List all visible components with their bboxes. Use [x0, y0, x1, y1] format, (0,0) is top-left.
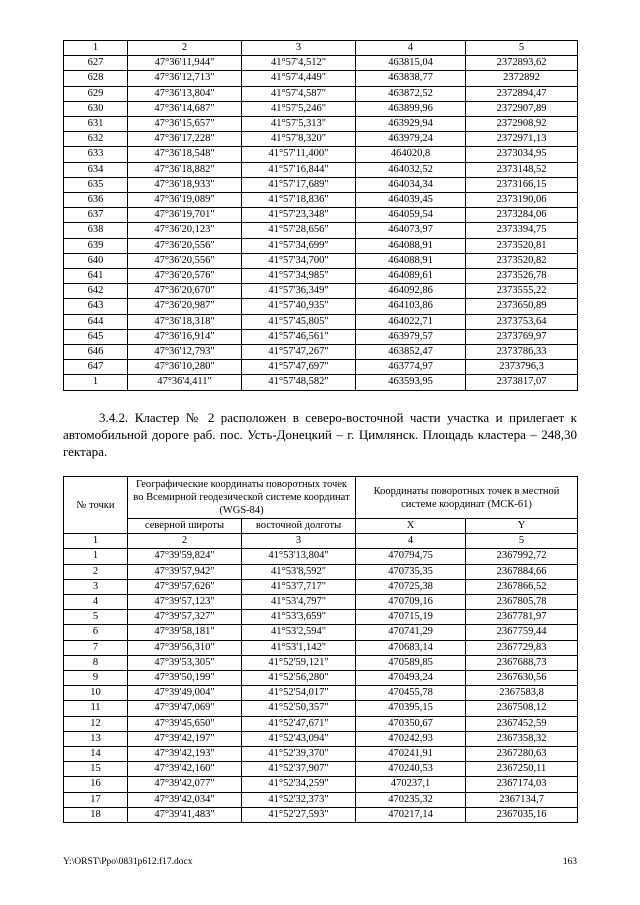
table-cell: 2373148,52 [466, 162, 578, 177]
table-cell: 41°57'4,512" [242, 56, 356, 71]
table-row [64, 117, 578, 132]
table-row [64, 147, 578, 162]
table-row [64, 595, 578, 610]
table-cell: 41°52'32,373" [242, 792, 356, 807]
table-cell: 3 [242, 534, 356, 549]
table-row [64, 284, 578, 299]
table-cell: 470715,19 [356, 610, 466, 625]
table-cell: 463852,47 [356, 345, 466, 360]
table-cell: 47°39'56,310" [128, 640, 242, 655]
table-cell: 631 [64, 117, 128, 132]
table-row [64, 610, 578, 625]
table-cell: 640 [64, 253, 128, 268]
table-cell: 635 [64, 177, 128, 192]
table-cell: 47°39'49,004" [128, 686, 242, 701]
table-cell: 47°36'20,556" [128, 253, 242, 268]
subheader-y: Y [466, 519, 578, 534]
table-cell: 9 [64, 671, 128, 686]
table-row [64, 375, 578, 390]
table-cell: 2373555,22 [466, 284, 578, 299]
table-cell: 2373817,07 [466, 375, 578, 390]
table-cell: 41°52'34,259" [242, 777, 356, 792]
table-cell: 41°53'2,594" [242, 625, 356, 640]
table-cell: 5 [466, 41, 578, 56]
table-cell: 41°52'54,017" [242, 686, 356, 701]
table-cell: 41°57'28,656" [242, 223, 356, 238]
table-row [64, 132, 578, 147]
table-cell: 639 [64, 238, 128, 253]
table2-subheader-row [64, 519, 578, 534]
table-cell: 470217,14 [356, 807, 466, 822]
table-cell: 2373796,3 [466, 360, 578, 375]
table-cell: 470794,75 [356, 549, 466, 564]
table-cell: 464092,86 [356, 284, 466, 299]
subheader-latitude: северной широты [128, 519, 242, 534]
table-row [64, 193, 578, 208]
table-row [64, 655, 578, 670]
table-cell: 647 [64, 360, 128, 375]
table-cell: 1 [64, 41, 128, 56]
table-cell: 2367805,78 [466, 595, 578, 610]
footer-page-number: 163 [562, 857, 577, 867]
table-cell: 47°39'41,483" [128, 807, 242, 822]
table-row [64, 716, 578, 731]
table-cell: 1 [64, 549, 128, 564]
coordinates-table-cluster1 [63, 40, 578, 391]
table-row [64, 86, 578, 101]
table-cell: 4 [356, 41, 466, 56]
table-cell: 41°52'47,671" [242, 716, 356, 731]
table-row [64, 56, 578, 71]
table-cell: 47°36'12,713" [128, 71, 242, 86]
table-cell: 470589,85 [356, 655, 466, 670]
table-cell: 470237,1 [356, 777, 466, 792]
table-cell: 47°36'20,123" [128, 223, 242, 238]
table-cell: 41°52'39,370" [242, 747, 356, 762]
table-cell: 2367508,12 [466, 701, 578, 716]
table-cell: 1 [64, 534, 128, 549]
table-cell: 2373284,06 [466, 208, 578, 223]
subheader-x: X [356, 519, 466, 534]
table-cell: 47°36'20,556" [128, 238, 242, 253]
coordinates-table-cluster2 [63, 476, 578, 823]
table-cell: 464103,86 [356, 299, 466, 314]
table-row [64, 162, 578, 177]
table-cell: 14 [64, 747, 128, 762]
table-cell: 47°36'20,987" [128, 299, 242, 314]
table-row [64, 792, 578, 807]
table-cell: 41°57'5,313" [242, 117, 356, 132]
table-cell: 41°52'56,280" [242, 671, 356, 686]
table-cell: 41°57'45,805" [242, 314, 356, 329]
table-cell: 41°53'4,797" [242, 595, 356, 610]
table-cell: 47°39'57,626" [128, 579, 242, 594]
table-cell: 470683,14 [356, 640, 466, 655]
table-cell: 41°52'43,094" [242, 731, 356, 746]
table-cell: 464089,61 [356, 269, 466, 284]
table-cell: 2372971,13 [466, 132, 578, 147]
table-cell: 4 [64, 595, 128, 610]
table-cell: 41°57'40,935" [242, 299, 356, 314]
table-cell: 47°39'58,181" [128, 625, 242, 640]
table-cell: 2367035,16 [466, 807, 578, 822]
table-cell: 47°39'42,034" [128, 792, 242, 807]
table-cell: 41°57'47,267" [242, 345, 356, 360]
table-cell: 41°53'13,804" [242, 549, 356, 564]
table-cell: 4 [356, 534, 466, 549]
table-cell: 10 [64, 686, 128, 701]
table-cell: 470241,91 [356, 747, 466, 762]
table-cell: 470242,93 [356, 731, 466, 746]
table-cell: 2373166,15 [466, 177, 578, 192]
table-cell: 11 [64, 701, 128, 716]
table-cell: 15 [64, 762, 128, 777]
table-cell: 41°52'37,907" [242, 762, 356, 777]
table-row [64, 223, 578, 238]
table-cell: 463593,95 [356, 375, 466, 390]
table-cell: 645 [64, 329, 128, 344]
table-cell: 463838,77 [356, 71, 466, 86]
table-cell: 18 [64, 807, 128, 822]
table-cell: 464073,97 [356, 223, 466, 238]
table2-body [64, 477, 578, 823]
table-cell: 2367630,56 [466, 671, 578, 686]
column-number-row [64, 41, 578, 56]
table-cell: 41°57'46,561" [242, 329, 356, 344]
table-row [64, 762, 578, 777]
table-cell: 41°52'50,357" [242, 701, 356, 716]
table-cell: 2373753,64 [466, 314, 578, 329]
table-cell: 47°36'12,793" [128, 345, 242, 360]
table-cell: 47°36'11,944" [128, 56, 242, 71]
table-cell: 47°39'42,077" [128, 777, 242, 792]
table-cell: 47°36'18,548" [128, 147, 242, 162]
table-cell: 463815,04 [356, 56, 466, 71]
table-cell: 2 [64, 564, 128, 579]
table-cell: 41°57'4,587" [242, 86, 356, 101]
table-cell: 470455,78 [356, 686, 466, 701]
table-cell: 2367729,83 [466, 640, 578, 655]
table-cell: 632 [64, 132, 128, 147]
table-cell: 470350,67 [356, 716, 466, 731]
table-row [64, 671, 578, 686]
table-row [64, 101, 578, 116]
table-cell: 644 [64, 314, 128, 329]
table-cell: 41°57'47,697" [242, 360, 356, 375]
table-cell: 47°39'59,824" [128, 549, 242, 564]
table-cell: 41°53'3,659" [242, 610, 356, 625]
table-cell: 464034,34 [356, 177, 466, 192]
table-row [64, 747, 578, 762]
header-local-coordinates: Координаты поворотных точек в местной системе координат (МСК-61) [356, 477, 578, 519]
table-row [64, 269, 578, 284]
table-cell: 47°36'16,914" [128, 329, 242, 344]
table-row [64, 807, 578, 822]
table-cell: 7 [64, 640, 128, 655]
table-cell: 638 [64, 223, 128, 238]
table-cell: 47°36'19,701" [128, 208, 242, 223]
table-cell: 634 [64, 162, 128, 177]
table-cell: 2367452,59 [466, 716, 578, 731]
table-cell: 41°57'11,400" [242, 147, 356, 162]
table-cell: 2 [128, 534, 242, 549]
table-row [64, 564, 578, 579]
table-cell: 41°57'48,582" [242, 375, 356, 390]
table-cell: 2367781,97 [466, 610, 578, 625]
subheader-longitude: восточной долготы [242, 519, 356, 534]
table-row [64, 579, 578, 594]
table-cell: 2367688,73 [466, 655, 578, 670]
table-cell: 2373190,06 [466, 193, 578, 208]
table-cell: 2372893,62 [466, 56, 578, 71]
table-row [64, 208, 578, 223]
table-cell: 41°57'34,700" [242, 253, 356, 268]
table-cell: 464020,8 [356, 147, 466, 162]
table-cell: 630 [64, 101, 128, 116]
table-cell: 2373526,78 [466, 269, 578, 284]
table-cell: 41°52'27,593" [242, 807, 356, 822]
table-cell: 646 [64, 345, 128, 360]
table-row [64, 360, 578, 375]
table-cell: 464088,91 [356, 238, 466, 253]
table-row [64, 177, 578, 192]
table-cell: 16 [64, 777, 128, 792]
table-cell: 464022,71 [356, 314, 466, 329]
table-row [64, 686, 578, 701]
table-cell: 41°57'17,689" [242, 177, 356, 192]
table-cell: 2367134,7 [466, 792, 578, 807]
table-cell: 463872,52 [356, 86, 466, 101]
table-cell: 470735,35 [356, 564, 466, 579]
table-cell: 628 [64, 71, 128, 86]
table-cell: 47°39'45,650" [128, 716, 242, 731]
table-cell: 47°36'13,804" [128, 86, 242, 101]
table-cell: 47°36'14,687" [128, 101, 242, 116]
header-point-number: № точки [64, 477, 128, 534]
table-row [64, 238, 578, 253]
table-cell: 13 [64, 731, 128, 746]
table-cell: 470240,53 [356, 762, 466, 777]
table-cell: 41°57'16,844" [242, 162, 356, 177]
table-cell: 643 [64, 299, 128, 314]
table-row [64, 71, 578, 86]
table-cell: 2373786,33 [466, 345, 578, 360]
table-cell: 47°39'47,069" [128, 701, 242, 716]
table-row [64, 701, 578, 716]
table-cell: 2373520,81 [466, 238, 578, 253]
table-cell: 464059,54 [356, 208, 466, 223]
table-row [64, 329, 578, 344]
table-cell: 2367583,8 [466, 686, 578, 701]
table-cell: 637 [64, 208, 128, 223]
table-cell: 636 [64, 193, 128, 208]
table-cell: 463929,94 [356, 117, 466, 132]
table-cell: 2367358,32 [466, 731, 578, 746]
table-row [64, 345, 578, 360]
table-cell: 463774,97 [356, 360, 466, 375]
table2-header-row [64, 477, 578, 519]
table-cell: 41°57'23,348" [242, 208, 356, 223]
table-row [64, 299, 578, 314]
table-cell: 2367759,44 [466, 625, 578, 640]
table-cell: 41°57'5,246" [242, 101, 356, 116]
table-cell: 47°39'57,327" [128, 610, 242, 625]
table-cell: 47°36'18,933" [128, 177, 242, 192]
table-cell: 41°52'59,121" [242, 655, 356, 670]
table-cell: 3 [242, 41, 356, 56]
table-cell: 464032,52 [356, 162, 466, 177]
table-cell: 47°36'19,089" [128, 193, 242, 208]
table-cell: 470395,15 [356, 701, 466, 716]
table-cell: 47°36'20,576" [128, 269, 242, 284]
table-cell: 41°57'34,985" [242, 269, 356, 284]
table-cell: 2367992,72 [466, 549, 578, 564]
table-cell: 2372892 [466, 71, 578, 86]
table-cell: 41°57'8,320" [242, 132, 356, 147]
table-cell: 47°36'10,280" [128, 360, 242, 375]
table1-body [64, 41, 578, 391]
table-row [64, 640, 578, 655]
table-cell: 470493,24 [356, 671, 466, 686]
table-cell: 6 [64, 625, 128, 640]
table-cell: 41°57'36,349" [242, 284, 356, 299]
table-cell: 463899,96 [356, 101, 466, 116]
table-cell: 17 [64, 792, 128, 807]
table-cell: 3 [64, 579, 128, 594]
table-cell: 629 [64, 86, 128, 101]
table-cell: 41°53'1,142" [242, 640, 356, 655]
table-cell: 47°36'4,411" [128, 375, 242, 390]
table-cell: 2373520,82 [466, 253, 578, 268]
table-cell: 2 [128, 41, 242, 56]
table-cell: 470709,16 [356, 595, 466, 610]
table-cell: 41°53'8,592" [242, 564, 356, 579]
table-cell: 2367280,63 [466, 747, 578, 762]
table-cell: 2373650,89 [466, 299, 578, 314]
table-cell: 47°36'20,670" [128, 284, 242, 299]
table-cell: 2367866,52 [466, 579, 578, 594]
table-row [64, 625, 578, 640]
table-row [64, 549, 578, 564]
table-cell: 47°36'18,318" [128, 314, 242, 329]
table-row [64, 253, 578, 268]
header-geo-coordinates: Географические координаты поворотных точек во Всемирной геодезической системе координат (WGS-84) [128, 477, 356, 519]
table-cell: 8 [64, 655, 128, 670]
table-row [64, 314, 578, 329]
table-row [64, 731, 578, 746]
table-cell: 2373394,75 [466, 223, 578, 238]
table-cell: 5 [64, 610, 128, 625]
table-cell: 47°39'42,160" [128, 762, 242, 777]
table-cell: 2372907,89 [466, 101, 578, 116]
table-cell: 641 [64, 269, 128, 284]
table-cell: 463979,57 [356, 329, 466, 344]
table-cell: 41°57'4,449" [242, 71, 356, 86]
table-cell: 2372908,92 [466, 117, 578, 132]
table-cell: 47°39'50,199" [128, 671, 242, 686]
footer-file-path: Y:\ORST\Ppo\0831p612.f17.docx [63, 857, 193, 867]
table-row [64, 777, 578, 792]
table-cell: 47°39'53,305" [128, 655, 242, 670]
table-cell: 5 [466, 534, 578, 549]
table-cell: 2367250,11 [466, 762, 578, 777]
table-cell: 47°39'57,942" [128, 564, 242, 579]
table-cell: 47°39'57,123" [128, 595, 242, 610]
table-cell: 2373034,95 [466, 147, 578, 162]
table-cell: 1 [64, 375, 128, 390]
table-cell: 41°57'34,699" [242, 238, 356, 253]
table-cell: 47°36'17,228" [128, 132, 242, 147]
table-cell: 47°39'42,193" [128, 747, 242, 762]
table-cell: 2372894,47 [466, 86, 578, 101]
table-cell: 633 [64, 147, 128, 162]
table-cell: 2367174,03 [466, 777, 578, 792]
table-cell: 470741,29 [356, 625, 466, 640]
table-cell: 47°36'18,882" [128, 162, 242, 177]
cluster2-description: 3.4.2. Кластер № 2 расположен в северо-восточной части участка и прилегает к автомобильной дороге раб. пос. Усть-Донецкий – г. Цимлянск. Площадь кластера – 248,30 гектара. [63, 410, 577, 459]
column-number-row [64, 534, 578, 549]
table-cell: 47°39'42,197" [128, 731, 242, 746]
table-cell: 470725,38 [356, 579, 466, 594]
table-cell: 41°53'7,717" [242, 579, 356, 594]
table-cell: 2367884,66 [466, 564, 578, 579]
table-cell: 464039,45 [356, 193, 466, 208]
table-cell: 47°36'15,657" [128, 117, 242, 132]
table-cell: 12 [64, 716, 128, 731]
table-cell: 41°57'18,836" [242, 193, 356, 208]
table-cell: 2373769,97 [466, 329, 578, 344]
table-cell: 627 [64, 56, 128, 71]
table-cell: 464088,91 [356, 253, 466, 268]
table-cell: 642 [64, 284, 128, 299]
table-cell: 463979,24 [356, 132, 466, 147]
table-cell: 470235,32 [356, 792, 466, 807]
